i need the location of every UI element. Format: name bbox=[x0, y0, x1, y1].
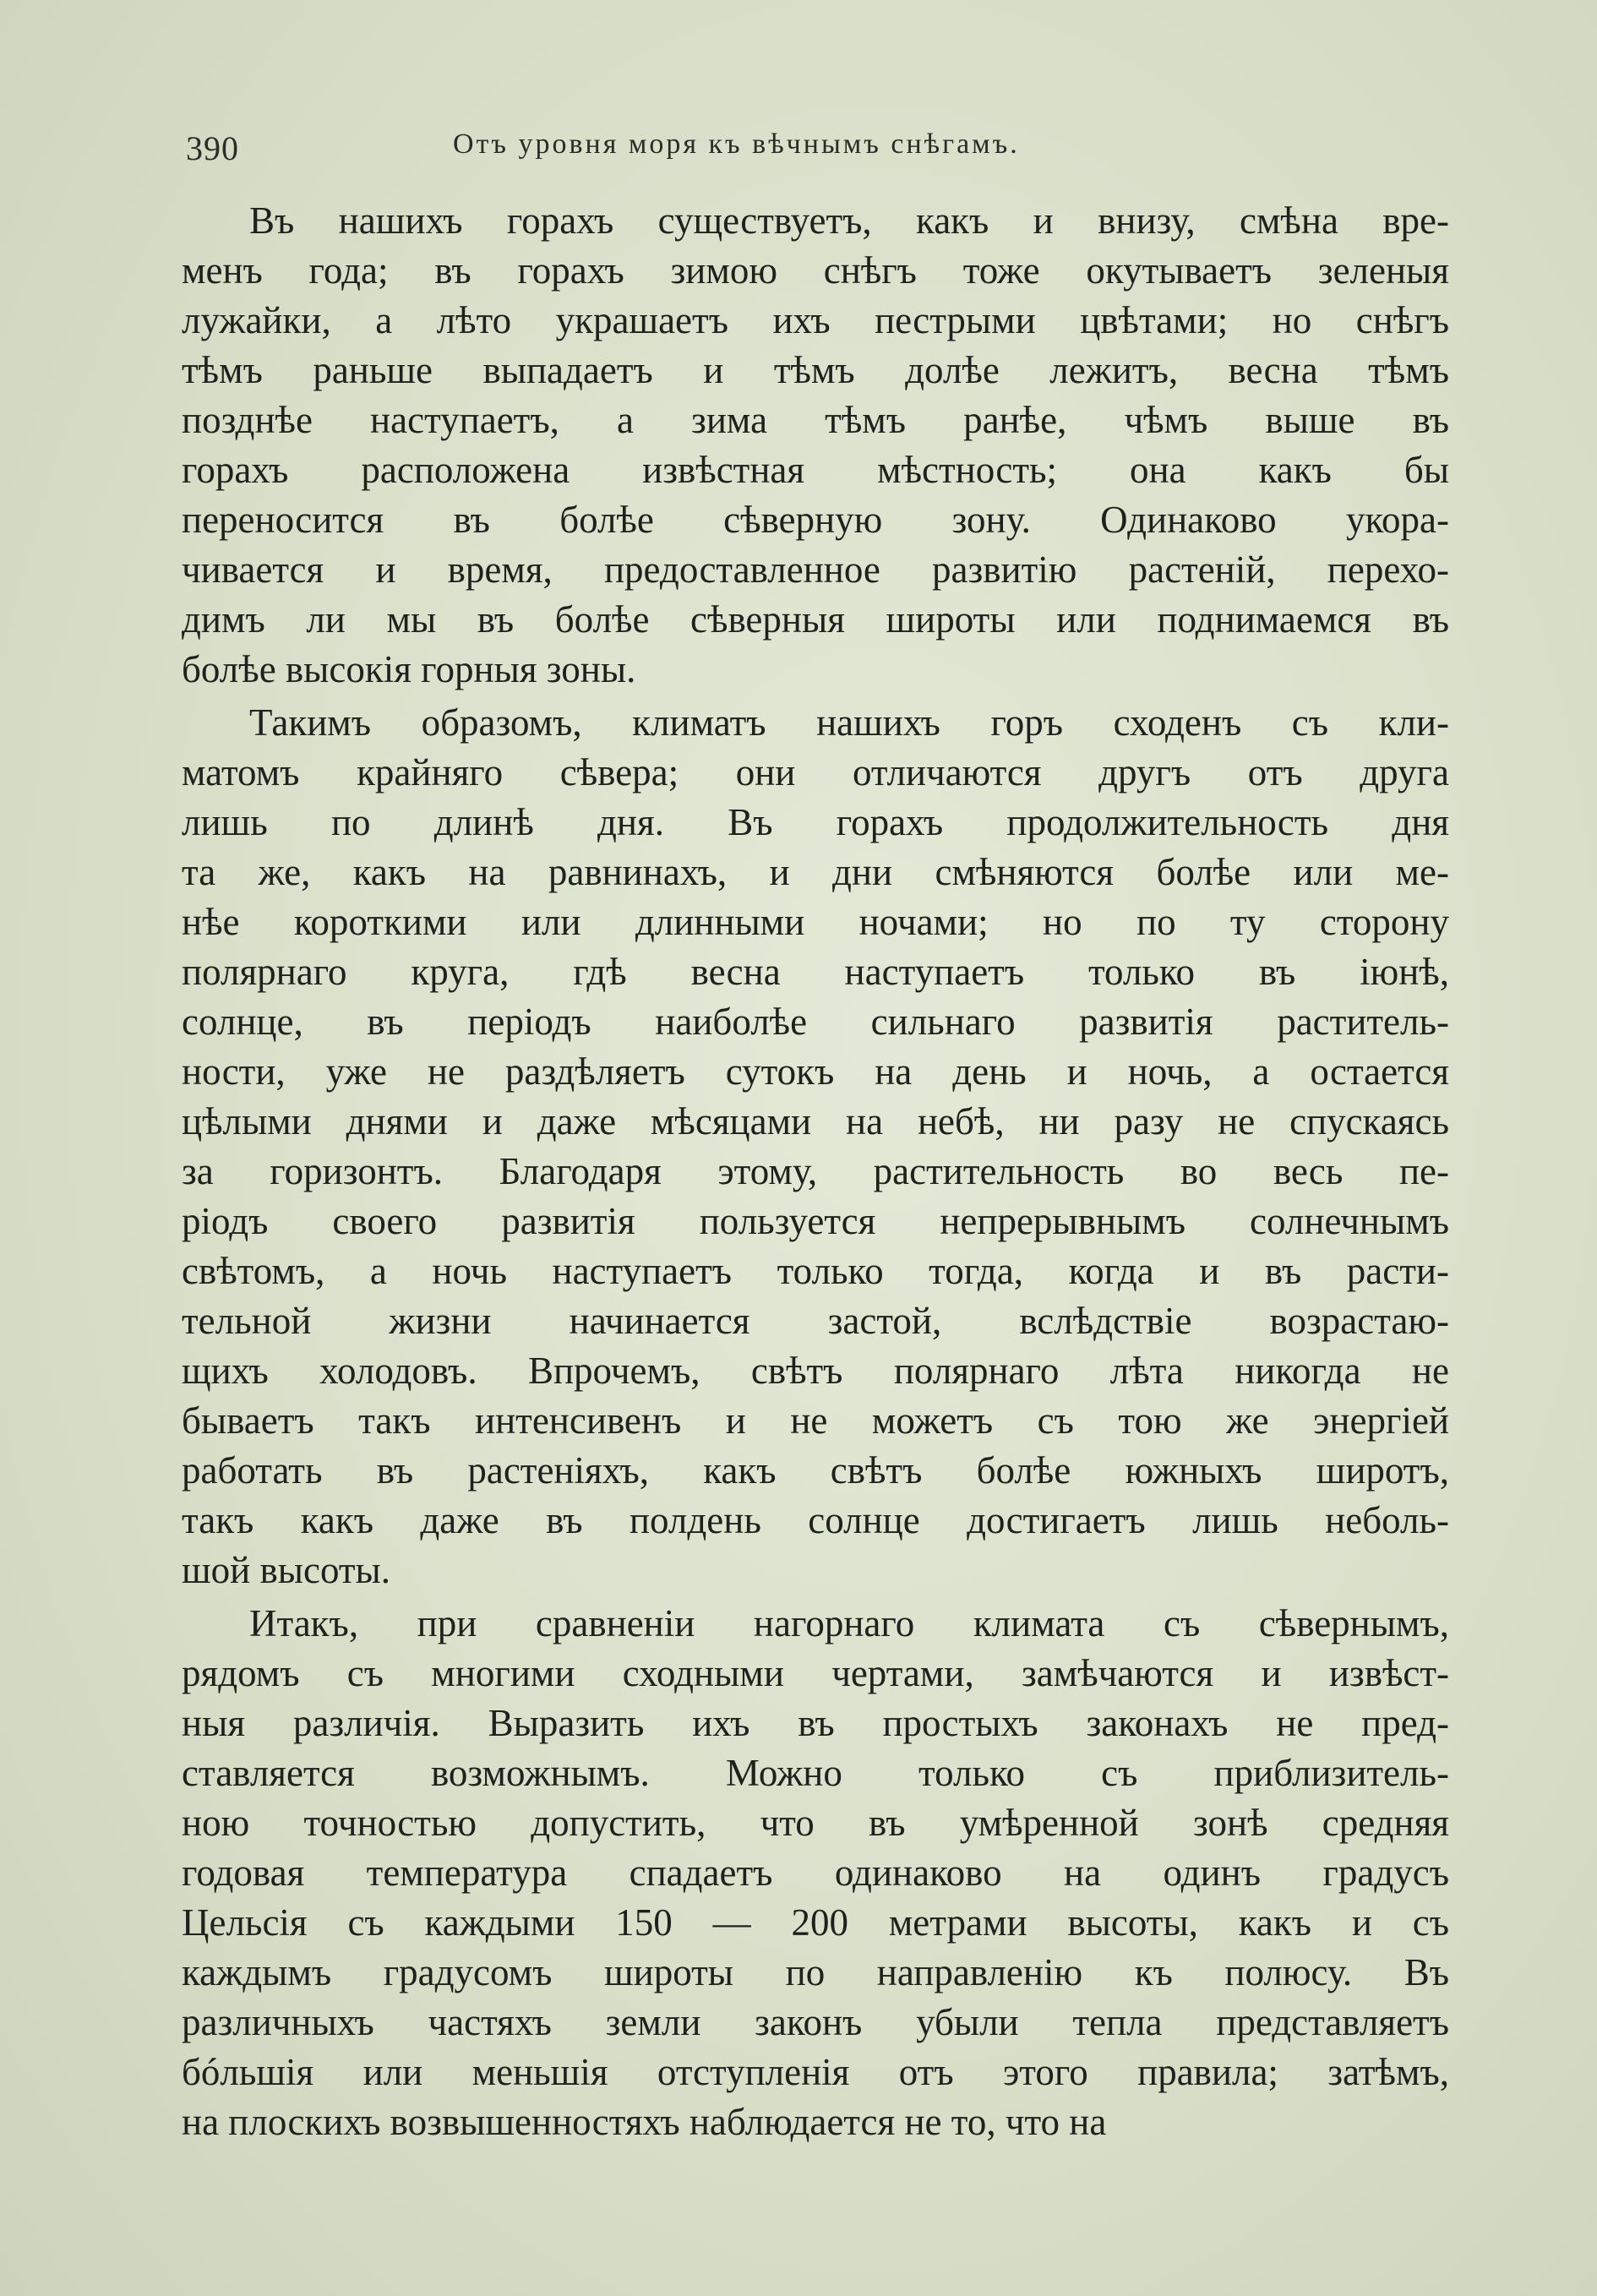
text-line: тѣмъ раньше выпадаетъ и тѣмъ долѣе лежитъ, весна тѣмъ bbox=[182, 349, 1449, 391]
text-line: ныя различія. Выразить ихъ въ простыхъ законахъ не пред- bbox=[182, 1702, 1449, 1744]
running-head bbox=[186, 128, 1448, 171]
text-line: ною точностью допустить, что въ умѣренной зонѣ средняя bbox=[182, 1802, 1449, 1844]
paragraph bbox=[182, 698, 1449, 1595]
text-line: каждымъ градусомъ широты по направленію къ полюсу. Въ bbox=[182, 1951, 1449, 1993]
text-line: Цельсія съ каждыми 150 — 200 метрами высоты, какъ и съ bbox=[182, 1901, 1449, 1944]
text-line: менъ года; въ горахъ зимою снѣгъ тоже окутываетъ зеленыя bbox=[182, 249, 1449, 292]
text-line: ности, уже не раздѣляетъ сутокъ на день и ночь, а остается bbox=[182, 1050, 1449, 1093]
page-number: 390 bbox=[186, 129, 239, 167]
running-title: Отъ уровня моря къ вѣчнымъ снѣгамъ. bbox=[453, 128, 1020, 160]
text-line: такъ какъ даже въ полдень солнце достигаетъ лишь неболь- bbox=[182, 1499, 1449, 1541]
text-line: полярнаго круга, гдѣ весна наступаетъ только въ іюнѣ, bbox=[182, 951, 1449, 993]
text-line: за горизонтъ. Благодаря этому, растительность во весь пе- bbox=[182, 1150, 1449, 1192]
text-line: Такимъ образомъ, климатъ нашихъ горъ сходенъ съ кли- bbox=[249, 701, 1449, 744]
text-line: шой высоты. bbox=[182, 1549, 390, 1591]
text-line: свѣтомъ, а ночь наступаетъ только тогда, когда и въ расти- bbox=[182, 1250, 1449, 1292]
text-line: та же, какъ на равнинахъ, и дни смѣняются болѣе или ме- bbox=[182, 851, 1449, 893]
body-text bbox=[182, 196, 1449, 2147]
text-line: тельной жизни начинается застой, вслѣдствіе возрастаю- bbox=[182, 1300, 1449, 1342]
text-line: нѣе короткими или длинными ночами; но по ту сторону bbox=[182, 901, 1449, 943]
text-line: горахъ расположена извѣстная мѣстность; она какъ бы bbox=[182, 449, 1449, 491]
text-line: годовая температура спадаетъ одинаково на одинъ градусъ bbox=[182, 1852, 1449, 1894]
text-line: Итакъ, при сравненіи нагорнаго климата съ сѣвернымъ, bbox=[249, 1602, 1449, 1644]
text-line: позднѣе наступаетъ, а зима тѣмъ ранѣе, чѣмъ выше въ bbox=[182, 399, 1449, 441]
text-line: лишь по длинѣ дня. Въ горахъ продолжительность дня bbox=[182, 801, 1449, 843]
text-line: димъ ли мы въ болѣе сѣверныя широты или поднимаемся въ bbox=[182, 598, 1449, 641]
text-line: рядомъ съ многими сходными чертами, замѣчаются и извѣст- bbox=[182, 1652, 1449, 1694]
text-line: работать въ растеніяхъ, какъ свѣтъ болѣе южныхъ широтъ, bbox=[182, 1449, 1449, 1492]
text-line: на плоскихъ возвышенностяхъ наблюдается не то, что на bbox=[182, 2101, 1107, 2143]
text-line: бóльшія или меньшія отступленія отъ этого правила; затѣмъ, bbox=[182, 2051, 1449, 2093]
paragraph bbox=[182, 1599, 1449, 2147]
text-line: цѣлыми днями и даже мѣсяцами на небѣ, ни разу не спускаясь bbox=[182, 1100, 1449, 1143]
text-line: щихъ холодовъ. Впрочемъ, свѣтъ полярнаго лѣта никогда не bbox=[182, 1350, 1449, 1392]
text-line: ріодъ своего развитія пользуется непрерывнымъ солнечнымъ bbox=[182, 1200, 1449, 1242]
text-line: лужайки, а лѣто украшаетъ ихъ пестрыми цвѣтами; но снѣгъ bbox=[182, 299, 1449, 341]
paragraph bbox=[182, 196, 1449, 695]
text-line: чивается и время, предоставленное развитію растеній, перехо- bbox=[182, 548, 1449, 591]
text-line: переносится въ болѣе сѣверную зону. Одинаково укора- bbox=[182, 499, 1449, 541]
text-line: ставляется возможнымъ. Можно только съ приблизитель- bbox=[182, 1752, 1449, 1794]
text-line: матомъ крайняго сѣвера; они отличаются другъ отъ друга bbox=[182, 751, 1449, 794]
text-line: солнце, въ періодъ наиболѣе сильнаго развитія раститель- bbox=[182, 1001, 1449, 1043]
text-line: Въ нашихъ горахъ существуетъ, какъ и внизу, смѣна вре- bbox=[249, 199, 1449, 242]
text-line: различныхъ частяхъ земли законъ убыли тепла представляетъ bbox=[182, 2001, 1449, 2043]
text-line: болѣе высокія горныя зоны. bbox=[182, 648, 636, 690]
text-line: бываетъ такъ интенсивенъ и не можетъ съ тою же энергіей bbox=[182, 1399, 1449, 1442]
